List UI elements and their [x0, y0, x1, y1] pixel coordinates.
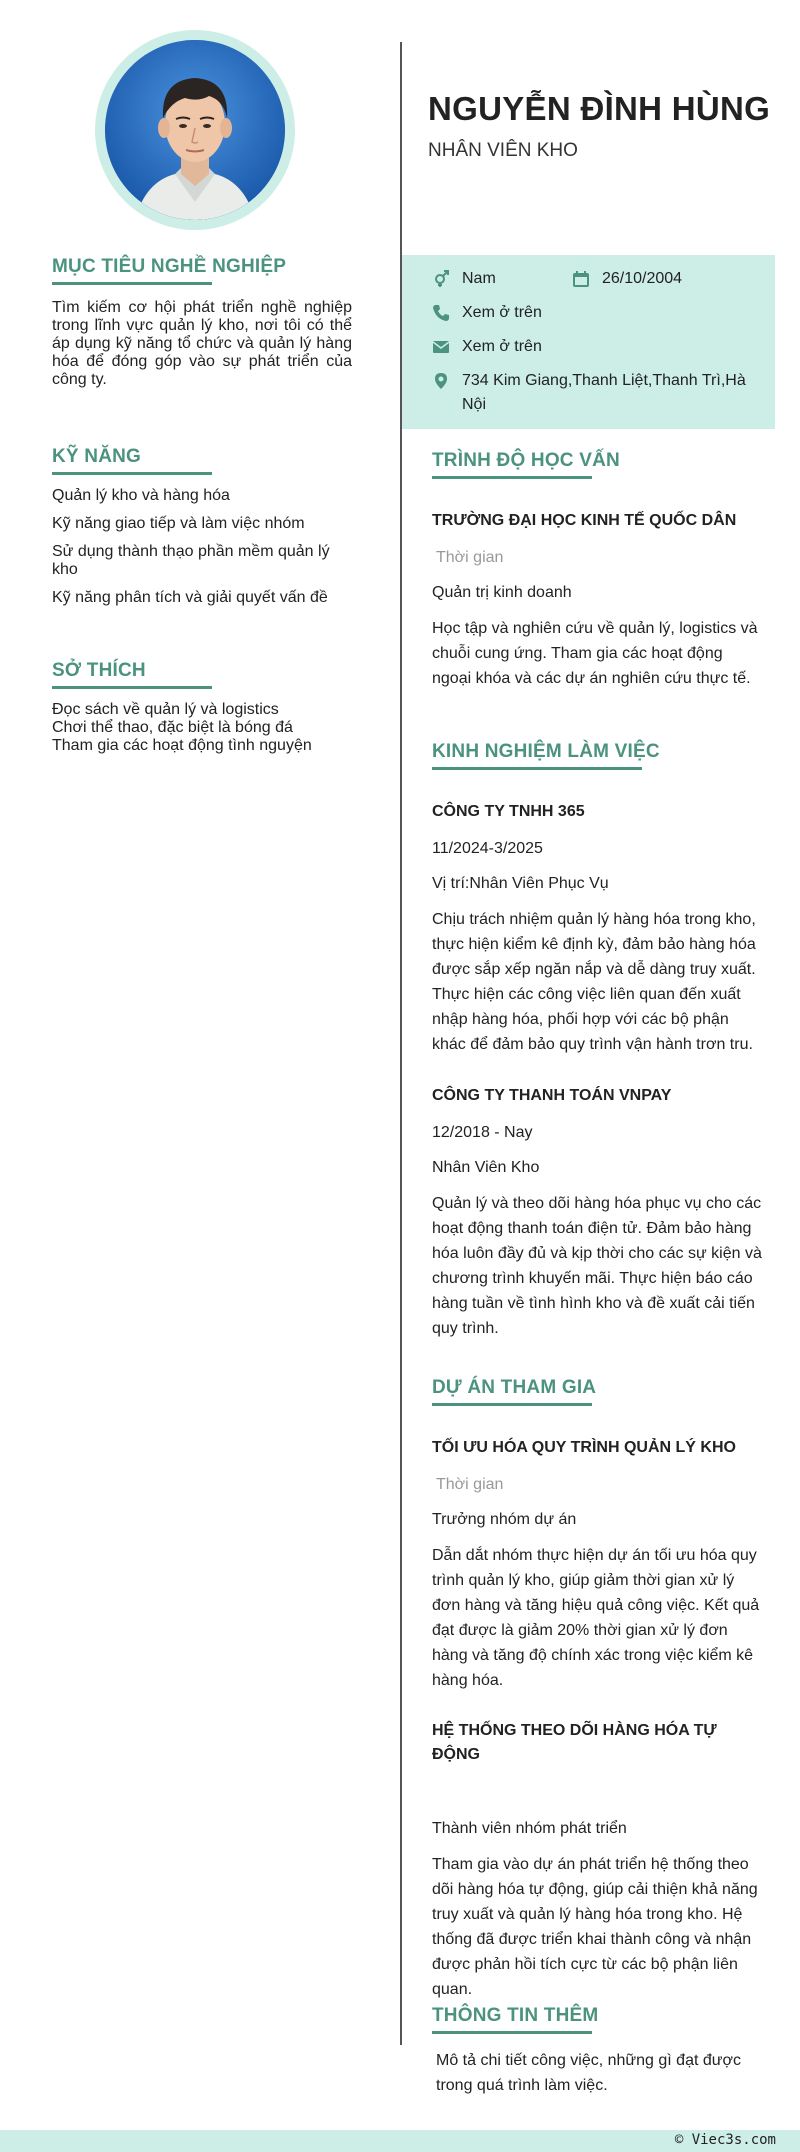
projects-section [432, 1377, 762, 2002]
hobbies-underline [52, 686, 212, 689]
birthday-value: 26/10/2004 [602, 270, 683, 287]
contact-box [402, 255, 775, 429]
job-description: Chịu trách nhiệm quản lý hàng hóa trong kho, thực hiện kiểm kê định kỳ, đảm bảo hàng hóa được sắp xếp ngăn nắp và dễ dàng truy xuất. Thực hiện các công việc liên quan đến xuất nhập hàng hóa, phối hợp với các bộ phận khác để đảm bảo quy trình vận hành trơn tru. [432, 911, 756, 1053]
avatar-photo [105, 40, 285, 220]
project-time: Thời gian [436, 1476, 504, 1493]
project-role: Thành viên nhóm phát triển [432, 1820, 627, 1837]
education-major: Quản trị kinh doanh [432, 584, 572, 601]
objective-text: Tìm kiếm cơ hội phát triển nghề nghiệp trong lĩnh vực quản lý kho, nơi tôi có thể áp dụng kỹ năng tổ chức và quản lý hàng hóa để đóng góp vào sự phát triển của công ty. [52, 299, 352, 388]
education-section [432, 450, 762, 691]
person-name: NGUYỄN ĐÌNH HÙNG [428, 90, 771, 127]
project-entry [432, 1719, 762, 2002]
avatar [105, 40, 285, 220]
skill-item: Sử dụng thành thạo phần mềm quản lý kho [52, 543, 330, 578]
project-name: TỐI ƯU HÓA QUY TRÌNH QUẢN LÝ KHO [432, 1439, 736, 1456]
project-role: Trưởng nhóm dự án [432, 1511, 577, 1528]
job-entry [432, 1084, 762, 1341]
project-description: Tham gia vào dự án phát triển hệ thống theo dõi hàng hóa tự động, giúp cải thiện khả năng truy xuất và quản lý hàng hóa trong kho. Hệ thống đã được triển khai thành công và nhận được phản hồi tích cực từ các bộ phận liên quan. [432, 1856, 758, 1998]
education-underline [432, 476, 592, 479]
phone-icon [432, 304, 450, 322]
objective-title: MỤC TIÊU NGHỀ NGHIỆP [52, 256, 287, 277]
job-entry [432, 800, 762, 1057]
job-position: Vị trí:Nhân Viên Phục Vụ [432, 875, 609, 892]
job-position: Nhân Viên Kho [432, 1159, 540, 1176]
job-period: 12/2018 - Nay [432, 1124, 533, 1141]
email-icon [432, 338, 450, 356]
hobby-item: Tham gia các hoạt động tình nguyện [52, 737, 312, 754]
additional-placeholder: Mô tả chi tiết công việc, những gì đạt được trong quá trình làm việc. [436, 2052, 741, 2094]
skills-underline [52, 472, 212, 475]
skills-title: KỸ NĂNG [52, 446, 142, 467]
job-description: Quản lý và theo dõi hàng hóa phục vụ cho các hoạt động thanh toán điện tử. Đảm bảo hàng hóa luôn đầy đủ và kịp thời cho các sự kiện và chương trình khuyến mãi. Thực hiện báo cáo hàng tuần về tình hình kho và đề xuất cải tiến quy trình. [432, 1195, 762, 1337]
skills-section [52, 446, 352, 617]
experience-underline [432, 767, 642, 770]
project-name: HỆ THỐNG THEO DÕI HÀNG HÓA TỰ ĐỘNG [432, 1722, 717, 1763]
objective-section [52, 256, 352, 389]
gender-icon [432, 270, 450, 288]
gender-value: Nam [462, 270, 496, 287]
hobbies-section [52, 660, 352, 755]
email-value: Xem ở trên [462, 338, 542, 355]
job-company: CÔNG TY TNHH 365 [432, 803, 585, 820]
additional-section [432, 2005, 762, 2098]
experience-section [432, 741, 762, 1341]
projects-title: DỰ ÁN THAM GIA [432, 1377, 597, 1398]
hobby-item: Chơi thể thao, đặc biệt là bóng đá [52, 719, 293, 736]
calendar-icon [572, 270, 590, 288]
phone-value: Xem ở trên [462, 304, 542, 321]
avatar-frame [95, 30, 295, 230]
hobby-item: Đọc sách về quản lý và logistics [52, 701, 279, 718]
address-value: 734 Kim Giang,Thanh Liệt,Thanh Trì,Hà Nội [462, 372, 746, 413]
project-entry [432, 1436, 762, 1693]
location-icon [432, 372, 450, 390]
additional-underline [432, 2031, 592, 2034]
job-period: 11/2024-3/2025 [432, 840, 543, 857]
projects-underline [432, 1403, 592, 1406]
skill-item: Quản lý kho và hàng hóa [52, 487, 230, 504]
education-time: Thời gian [436, 549, 504, 566]
footer-watermark: © Viec3s.com [674, 2132, 776, 2148]
education-title: TRÌNH ĐỘ HỌC VẤN [432, 450, 620, 471]
school-name: TRƯỜNG ĐẠI HỌC KINH TẾ QUỐC DÂN [432, 512, 737, 529]
footer-bar [0, 2130, 800, 2152]
hobbies-title: SỞ THÍCH [52, 660, 146, 681]
experience-title: KINH NGHIỆM LÀM VIỆC [432, 741, 660, 762]
job-company: CÔNG TY THANH TOÁN VNPAY [432, 1087, 672, 1104]
project-description: Dẫn dắt nhóm thực hiện dự án tối ưu hóa quy trình quản lý kho, giúp giảm thời gian xử lý đơn hàng và tăng hiệu quả công việc. Kết quả đạt được là giảm 20% thời gian xử lý đơn hàng và tăng độ chính xác trong việc kiểm kê hàng hóa. [432, 1547, 760, 1689]
education-description: Học tập và nghiên cứu về quản lý, logistics và chuỗi cung ứng. Tham gia các hoạt động ngoại khóa và các dự án nghiên cứu thực tế. [432, 620, 758, 687]
skill-item: Kỹ năng giao tiếp và làm việc nhóm [52, 515, 305, 532]
skill-item: Kỹ năng phân tích và giải quyết vấn đề [52, 589, 328, 606]
additional-title: THÔNG TIN THÊM [432, 2005, 599, 2026]
objective-underline [52, 282, 212, 285]
person-role: NHÂN VIÊN KHO [428, 140, 578, 161]
